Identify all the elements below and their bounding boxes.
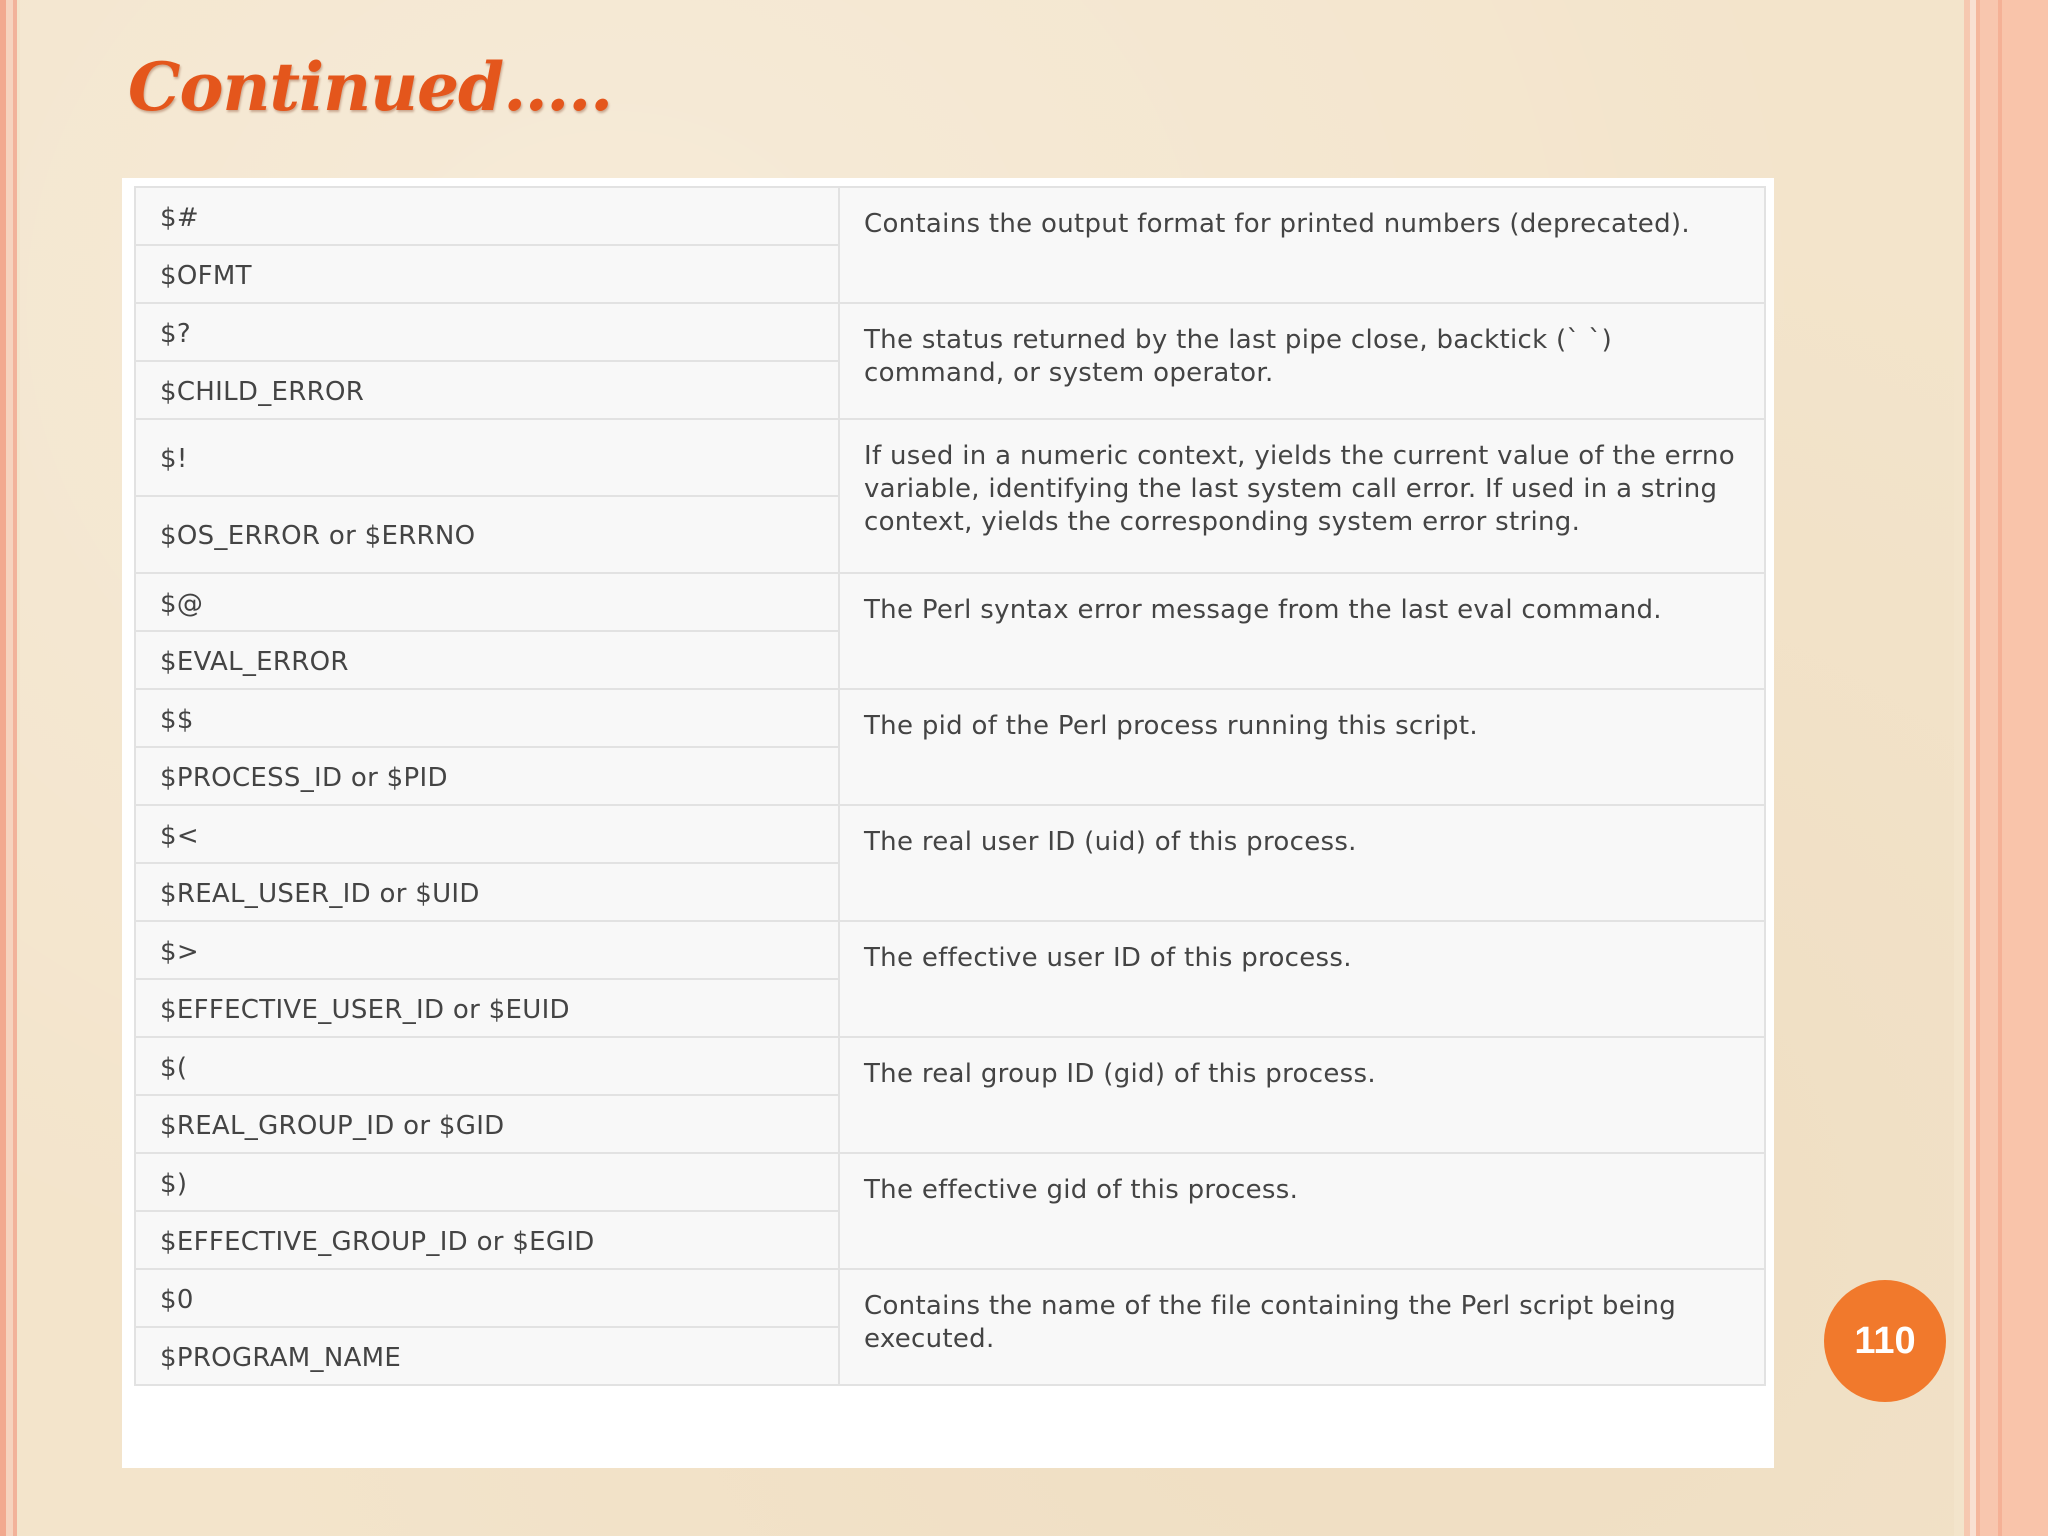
- variable-short-name: $?: [135, 303, 839, 361]
- variable-description: If used in a numeric context, yields the current value of the errno variable, identifying the last system call error. If used in a string context, yields the corresponding system error string.: [839, 419, 1765, 573]
- variable-short-name: $(: [135, 1037, 839, 1095]
- table-row: [135, 921, 1765, 979]
- variable-description: Contains the output format for printed numbers (deprecated).: [839, 187, 1765, 303]
- variable-short-name: $!: [135, 419, 839, 496]
- variable-description: The effective user ID of this process.: [839, 921, 1765, 1037]
- variable-long-name: $EVAL_ERROR: [135, 631, 839, 689]
- variable-description: The real user ID (uid) of this process.: [839, 805, 1765, 921]
- variable-long-name: $CHILD_ERROR: [135, 361, 839, 419]
- variable-description: The status returned by the last pipe close, backtick (` `) command, or system operator.: [839, 303, 1765, 419]
- variable-short-name: $#: [135, 187, 839, 245]
- variable-description: The effective gid of this process.: [839, 1153, 1765, 1269]
- variable-short-name: $): [135, 1153, 839, 1211]
- variable-long-name: $REAL_USER_ID or $UID: [135, 863, 839, 921]
- variable-description: The real group ID (gid) of this process.: [839, 1037, 1765, 1153]
- variable-long-name: $OFMT: [135, 245, 839, 303]
- variable-short-name: $$: [135, 689, 839, 747]
- page-number-badge: 110: [1824, 1280, 1946, 1402]
- variable-long-name: $PROCESS_ID or $PID: [135, 747, 839, 805]
- variable-description: The pid of the Perl process running this script.: [839, 689, 1765, 805]
- variable-short-name: $@: [135, 573, 839, 631]
- perl-special-variables-table: [134, 186, 1766, 1386]
- variable-description: The Perl syntax error message from the last eval command.: [839, 573, 1765, 689]
- table-row: [135, 689, 1765, 747]
- table-row: [135, 1269, 1765, 1327]
- table-row: [135, 303, 1765, 361]
- table-row: [135, 1037, 1765, 1095]
- slide-title: Continued…..: [128, 48, 613, 126]
- variable-long-name: $OS_ERROR or $ERRNO: [135, 496, 839, 573]
- variable-short-name: $>: [135, 921, 839, 979]
- variables-table-card: [122, 178, 1774, 1468]
- right-decorative-border: [1954, 0, 2048, 1536]
- variable-description: Contains the name of the file containing the Perl script being executed.: [839, 1269, 1765, 1385]
- variable-short-name: $0: [135, 1269, 839, 1327]
- variable-long-name: $PROGRAM_NAME: [135, 1327, 839, 1385]
- table-row: [135, 1153, 1765, 1211]
- left-decorative-border: [0, 0, 20, 1536]
- table-row: [135, 805, 1765, 863]
- table-row: [135, 573, 1765, 631]
- table-row: [135, 187, 1765, 245]
- variable-long-name: $REAL_GROUP_ID or $GID: [135, 1095, 839, 1153]
- variable-long-name: $EFFECTIVE_USER_ID or $EUID: [135, 979, 839, 1037]
- variable-short-name: $<: [135, 805, 839, 863]
- table-row: [135, 419, 1765, 496]
- variable-long-name: $EFFECTIVE_GROUP_ID or $EGID: [135, 1211, 839, 1269]
